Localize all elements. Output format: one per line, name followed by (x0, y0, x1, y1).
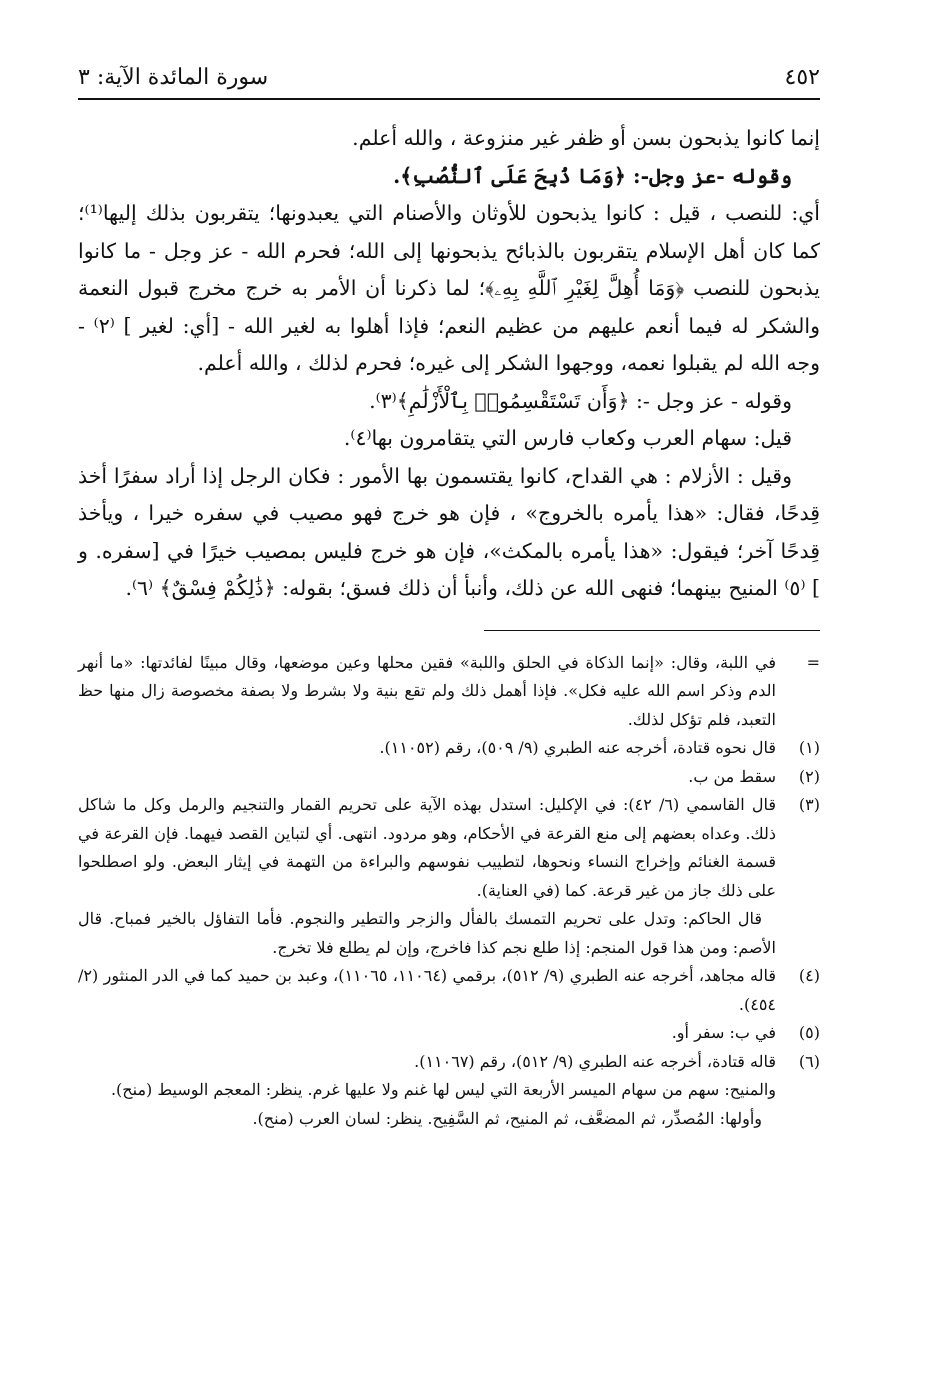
footnote-number: (٦) (798, 1051, 820, 1071)
paragraph: إنما كانوا يذبحون بسن أو ظفر غير منزوعة ، والله أعلم. (352, 126, 820, 150)
footnote (78, 1019, 820, 1048)
footnote (78, 763, 820, 792)
footnote-separator (484, 630, 820, 631)
footnotes (78, 649, 820, 1134)
footnote-number: (٣) (798, 795, 820, 814)
footnote-continuation: قال الحاكم: وتدل على تحريم التمسك بالفأل والزجر والتطير والنجوم. فأما التفاؤل بالخير فمباح. قال الأصم: ومن هذا قول المنجم: إذا طلع نجم كذا فاخرج، وإن لم يطلع فلا تخرج. (78, 909, 776, 957)
verse-paragraph: وقوله -عز وجل-: ﴿وَمَا ذُبِحَ عَلَى ٱلنُّصُبِ﴾. (393, 163, 792, 188)
footnote-text: قال نحوه قتادة، أخرجه عنه الطبري (٩/ ٥٠٩)، رقم (١١٠٥٢). (379, 738, 776, 757)
footnote-number: (١) (798, 738, 820, 757)
main-text (78, 120, 820, 608)
footnote-number: (٤) (798, 966, 820, 985)
paragraph: أي: للنصب ، قيل : كانوا يذبحون للأوثان والأصنام التي يعبدونها؛ يتقربون بذلك إليها⁽¹⁾؛ كما كان أهل الإسلام يتقربون بالذبائح يذبحونها إلى الله؛ فحرم الله - عز وجل - ما كانوا يذبحون للنصب ﴿وَمَا أُهِلَّ لِغَيْرِ ٱللَّهِ بِهِۦ﴾؛ لما ذكرنا أن الأمر به خرج مخرج قبول النعمة والشكر له فيما أنعم عليهم من عظيم النعم؛ فإذا أهلوا به لغير الله - [أي: لغير ] ⁽٢⁾ - وجه الله لم يقبلوا نعمه، ووجهوا الشكر إلى غيره؛ فحرم لذلك ، والله أعلم. (78, 201, 820, 375)
footnote-number: (٥) (798, 1023, 820, 1042)
footnote (78, 962, 820, 1019)
footnote-continuation: والمنيح: سهم من سهام الميسر الأربعة التي ليس لها غنم ولا عليها غرم. ينظر: المعجم الوسيط (منح). (110, 1080, 776, 1099)
paragraph: قيل: سهام العرب وكعاب فارس التي يتقامرون بها⁽٤⁾. (343, 426, 792, 450)
footnote-text: في ب: سفر أو. (671, 1023, 776, 1042)
footnote-marker: = (806, 652, 820, 672)
footnote-text: سقط من ب. (688, 766, 776, 786)
running-head (78, 62, 820, 100)
footnote-text: في اللبة، وقال: «إنما الذكاة في الحلق واللبة» فقين محلها وعين موضعها، وقال مبينًا لفائدتها: «ما أنهر الدم وذكر اسم الله عليه فكل». فإذا أهمل ذلك ولم تقع بنية ولا بشرط ولا بصفة مخصوصة زال منها حظ التعبد، فلم تؤكل لذلك. (78, 652, 776, 729)
paragraph: وقيل : الأزلام : هي القداح، كانوا يقتسمون بها الأمور : فكان الرجل إذا أراد سفرًا أخذ قِدحًا، فقال: «هذا يأمره بالخروج» ، فإن هو خرج فهو مصيب في سفره خيرا ، ويأخذ قِدحًا آخر؛ فيقول: «هذا يأمره بالمكث»، فإن هو خرج فليس بمصيب خيرًا في [سفره. و ] ⁽٥⁾ المنيح بينهما؛ فنهى الله عن ذلك، وأنبأ أن ذلك فسق؛ بقوله: ﴿ذَٰلِكُمْ فِسْقٌ﴾ ⁽٦⁾. (78, 463, 820, 600)
footnote (78, 791, 820, 905)
book-page (78, 62, 820, 1133)
footnote-text: قال القاسمي (٦/ ٤٢): في الإكليل: استدل بهذه الآية على تحريم القمار والتنجيم والرمل وكل ما شاكل ذلك. وعداه بعضهم إلى منع القرعة في الأحكام، وهو مردود. انتهى. أي لتباين القصد فيهما. فإن القرعة في قسمة الغنائم وإخراج النساء ونحوها، لتطييب نفوسهم والبراءة من التهمة في إيثار البعض. ولو اصطلحوا على ذلك جاز من غير قرعة. كما (في العناية). (78, 795, 777, 900)
footnote-continuation: وأولها: المُصدِّر، ثم المضعَّف، ثم المنيح، ثم السَّفِيح. ينظر: لسان العرب (منح). (252, 1108, 762, 1128)
footnote (78, 734, 820, 763)
page-number: ٤٥٢ (784, 65, 820, 90)
footnote-number: (٢) (798, 766, 820, 786)
footnote (78, 649, 820, 735)
footnote-text: قاله مجاهد، أخرجه عنه الطبري (٩/ ٥١٢)، برقمي (١١٠٦٤، ١١٠٦٥)، وعبد بن حميد كما في الدر المنثور (٢/ ٤٥٤). (78, 966, 776, 1014)
footnote (78, 1048, 820, 1077)
running-title: سورة المائدة الآية: ٣ (78, 65, 269, 90)
footnote-text: قاله قتادة، أخرجه عنه الطبري (٩/ ٥١٢)، رقم (١١٠٦٧). (414, 1051, 776, 1071)
verse-paragraph: وقوله - عز وجل -: ﴿وَأَن تَسْتَقْسِمُوا۟ بِٱلْأَزْلَٰمِ﴾⁽٣⁾. (369, 388, 792, 413)
